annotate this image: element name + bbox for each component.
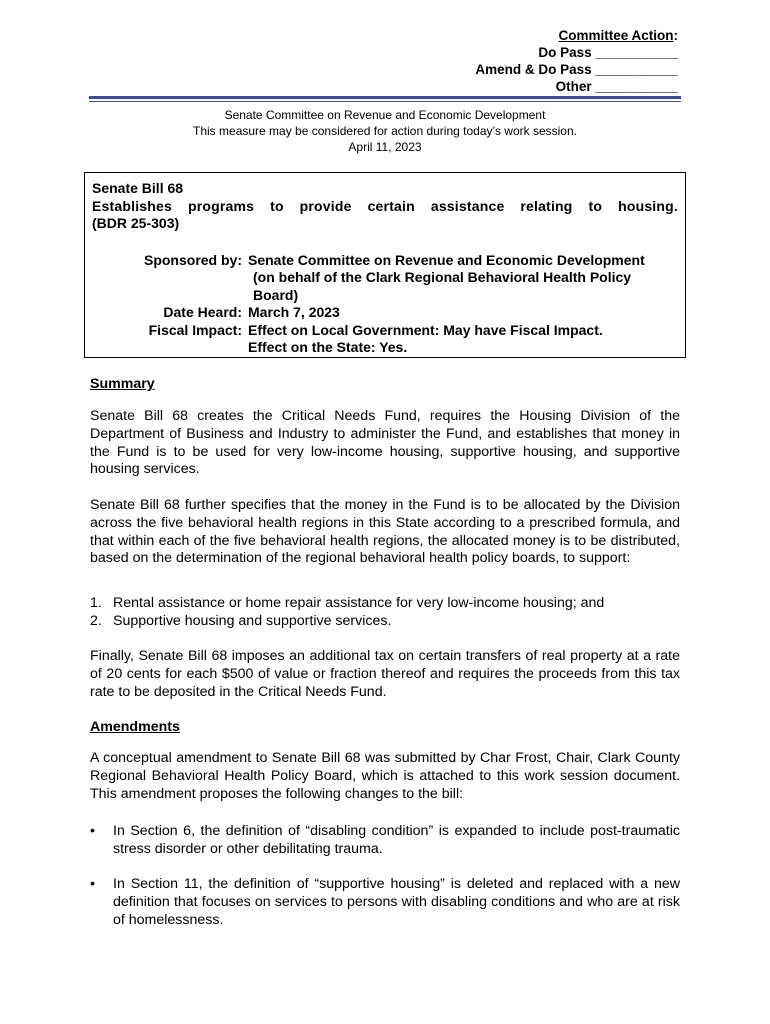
fiscal-impact-label: Fiscal Impact: [148,321,242,338]
bill-details [92,252,678,357]
list-item: • In Section 6, the definition of “disabling condition” is expanded to include post-traumatic stress disorder or other debilitating trauma. [90,823,680,857]
sponsor-line-1: Senate Committee on Revenue and Economic Development [248,251,645,268]
amend-do-pass-line: Amend & Do Pass ___________ [475,62,678,77]
amendment-bullet-2 [90,876,680,929]
session-date: April 11, 2023 [348,140,422,154]
summary-list [90,595,680,631]
summary-paragraph-1: Senate Bill 68 creates the Critical Needs Fund, requires the Housing Division of the Department of Business and Industry to administer the Fund, and establishes that money in the Fund is to be used for very low-income housing, supportive housing, and supportive housing services. [90,408,680,478]
bill-description: Establishes programs to provide certain assistance relating to housing. [92,197,678,214]
amendment-bullet-1 [90,823,680,859]
date-heard-label: Date Heard: [163,304,242,320]
list-item: 1. Rental assistance or home repair assistance for very low-income housing; and [90,595,605,611]
other-line: Other ___________ [555,79,678,94]
bill-info-box [84,172,686,358]
date-heard-value: March 7, 2023 [248,304,340,320]
committee-action-colon: : [673,28,678,43]
list-item: 2. Supportive housing and supportive services. [90,612,392,629]
committee-action-title: Committee Action [558,28,674,43]
summary-heading: Summary [90,376,155,392]
do-pass-line: Do Pass ___________ [538,45,678,60]
header-rule-thick [89,96,681,99]
bill-bdr: (BDR 25-303) [92,215,180,231]
bill-number: Senate Bill 68 [92,180,184,196]
header-rule-thin [89,101,681,102]
committee-name: Senate Committee on Revenue and Economic Development [224,108,546,122]
summary-paragraph-3: Finally, Senate Bill 68 imposes an additional tax on certain transfers of real property at a rate of 20 cents for each $500 of value or fraction thereof and requires the proceeds from this tax rate to be deposited in the Critical Needs Fund. [90,648,680,700]
committee-action-block [475,27,678,95]
amendments-heading: Amendments [90,719,180,735]
fiscal-local-value: Effect on Local Government: May have Fiscal Impact. [248,321,603,338]
list-item: • In Section 11, the definition of “supportive housing” is deleted and replaced with a new definition that focuses on services to persons with disabling conditions and who are at risk of homelessness. [90,876,680,928]
sponsor-line-3: Board) [253,286,299,303]
session-note: This measure may be considered for action during today’s work session. [193,124,577,138]
fiscal-state-value: Effect on the State: Yes. [248,339,408,355]
summary-paragraph-2: Senate Bill 68 further specifies that the money in the Fund is to be allocated by the Division across the five behavioral health regions in this State according to a prescribed formula, and that within each of the five behavioral health regions, the allocated money is to be distributed, based on the determination of the regional behavioral health policy boards, to support: [90,497,680,567]
amendments-paragraph: A conceptual amendment to Senate Bill 68 was submitted by Char Frost, Chair, Clark County Regional Behavioral Health Policy Board, which is attached to this work session document. This amendment proposes the following changes to the bill: [90,750,680,802]
sponsor-line-2: (on behalf of the Clark Regional Behavioral Health Policy [253,269,632,285]
sponsored-label: Sponsored by: [143,251,242,268]
session-info [89,107,681,155]
